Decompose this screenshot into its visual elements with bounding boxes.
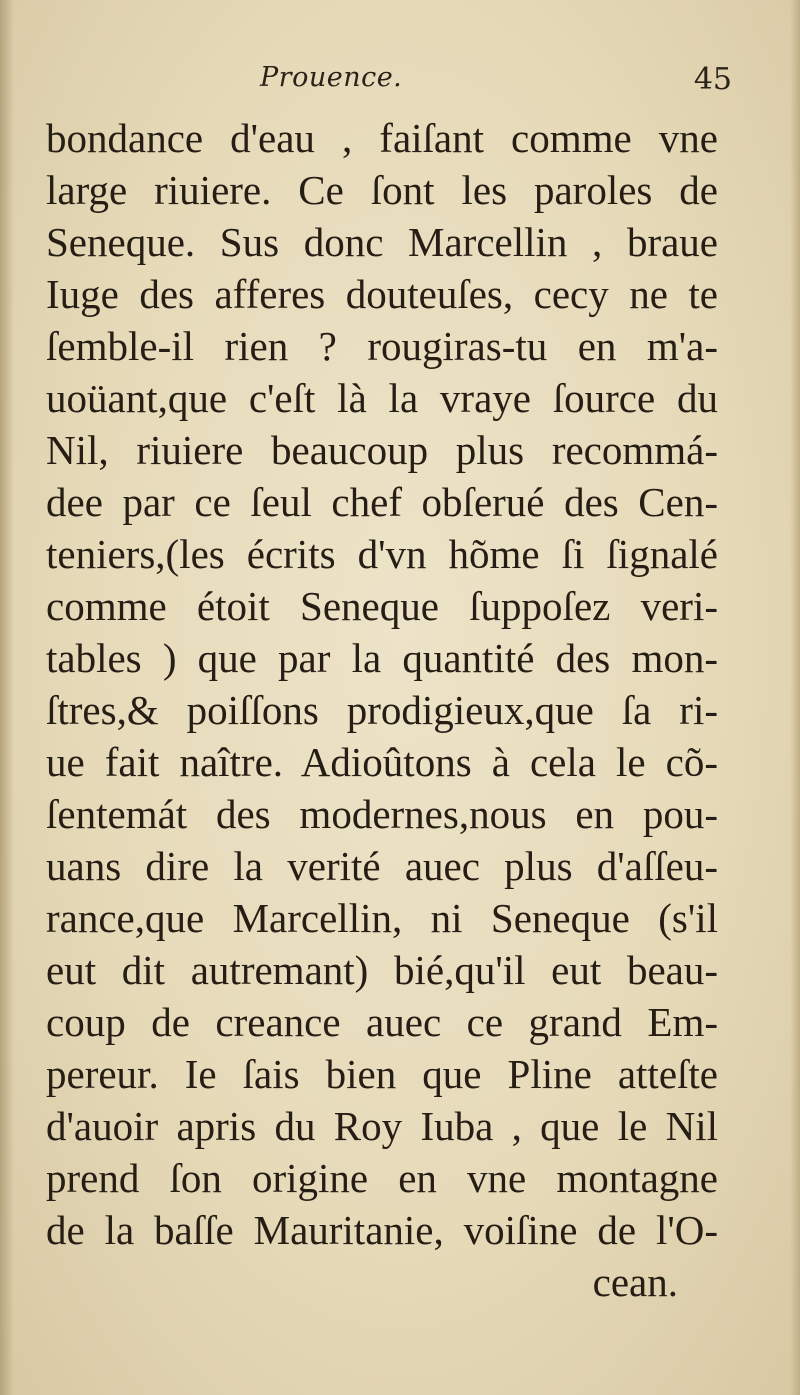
text-line: Seneque. Sus donc Marcellin , braue (46, 219, 718, 265)
text-line: bondance d'eau , faiſant comme vne (46, 115, 718, 161)
page-header (40, 62, 760, 102)
text-line: tables ) que par la quantité des mon- (46, 635, 718, 681)
text-line: uans dire la verité auec plus d'aſſeu- (46, 843, 718, 889)
text-line: dee par ce ſeul chef obſerué des Cen- (46, 479, 718, 525)
text-line: ſtres,& poiſſons prodigieux,que ſa ri- (46, 687, 718, 733)
text-line: ſemble-il rien ? rougiras-tu en m'a- (46, 323, 718, 369)
page-number: 45 (693, 62, 732, 97)
text-line: Iuge des afferes douteuſes, cecy ne te (46, 271, 718, 317)
text-line: teniers,(les écrits d'vn hõme ſi ſignalé (46, 531, 718, 577)
text-line: prend ſon origine en vne montagne (46, 1155, 718, 1201)
running-head: Prouence. (260, 62, 403, 93)
text-line: de la baſſe Mauritanie, voiſine de l'O- (46, 1207, 718, 1253)
text-line: coup de creance auec ce grand Em- (46, 999, 718, 1045)
body-text (46, 112, 718, 1308)
text-line: pereur. Ie ſais bien que Pline atteſte (46, 1051, 718, 1097)
text-line: ue fait naître. Adioûtons à cela le cõ- (46, 739, 718, 785)
text-line: Nil, riuiere beaucoup plus recommá- (46, 427, 718, 473)
text-line: ſentemát des modernes,nous en pou- (46, 791, 718, 837)
text-line: uoüant,que c'eſt là la vraye ſource du (46, 375, 718, 421)
text-line: d'auoir apris du Roy Iuba , que le Nil (46, 1103, 718, 1149)
text-line-catchword: cean. (592, 1259, 678, 1305)
text-line: comme étoit Seneque ſuppoſez veri- (46, 583, 718, 629)
text-line: large riuiere. Ce ſont les paroles de (46, 167, 718, 213)
text-line: rance,que Marcellin, ni Seneque (s'il (46, 895, 718, 941)
text-line: eut dit autremant) bié,qu'il eut beau- (46, 947, 718, 993)
